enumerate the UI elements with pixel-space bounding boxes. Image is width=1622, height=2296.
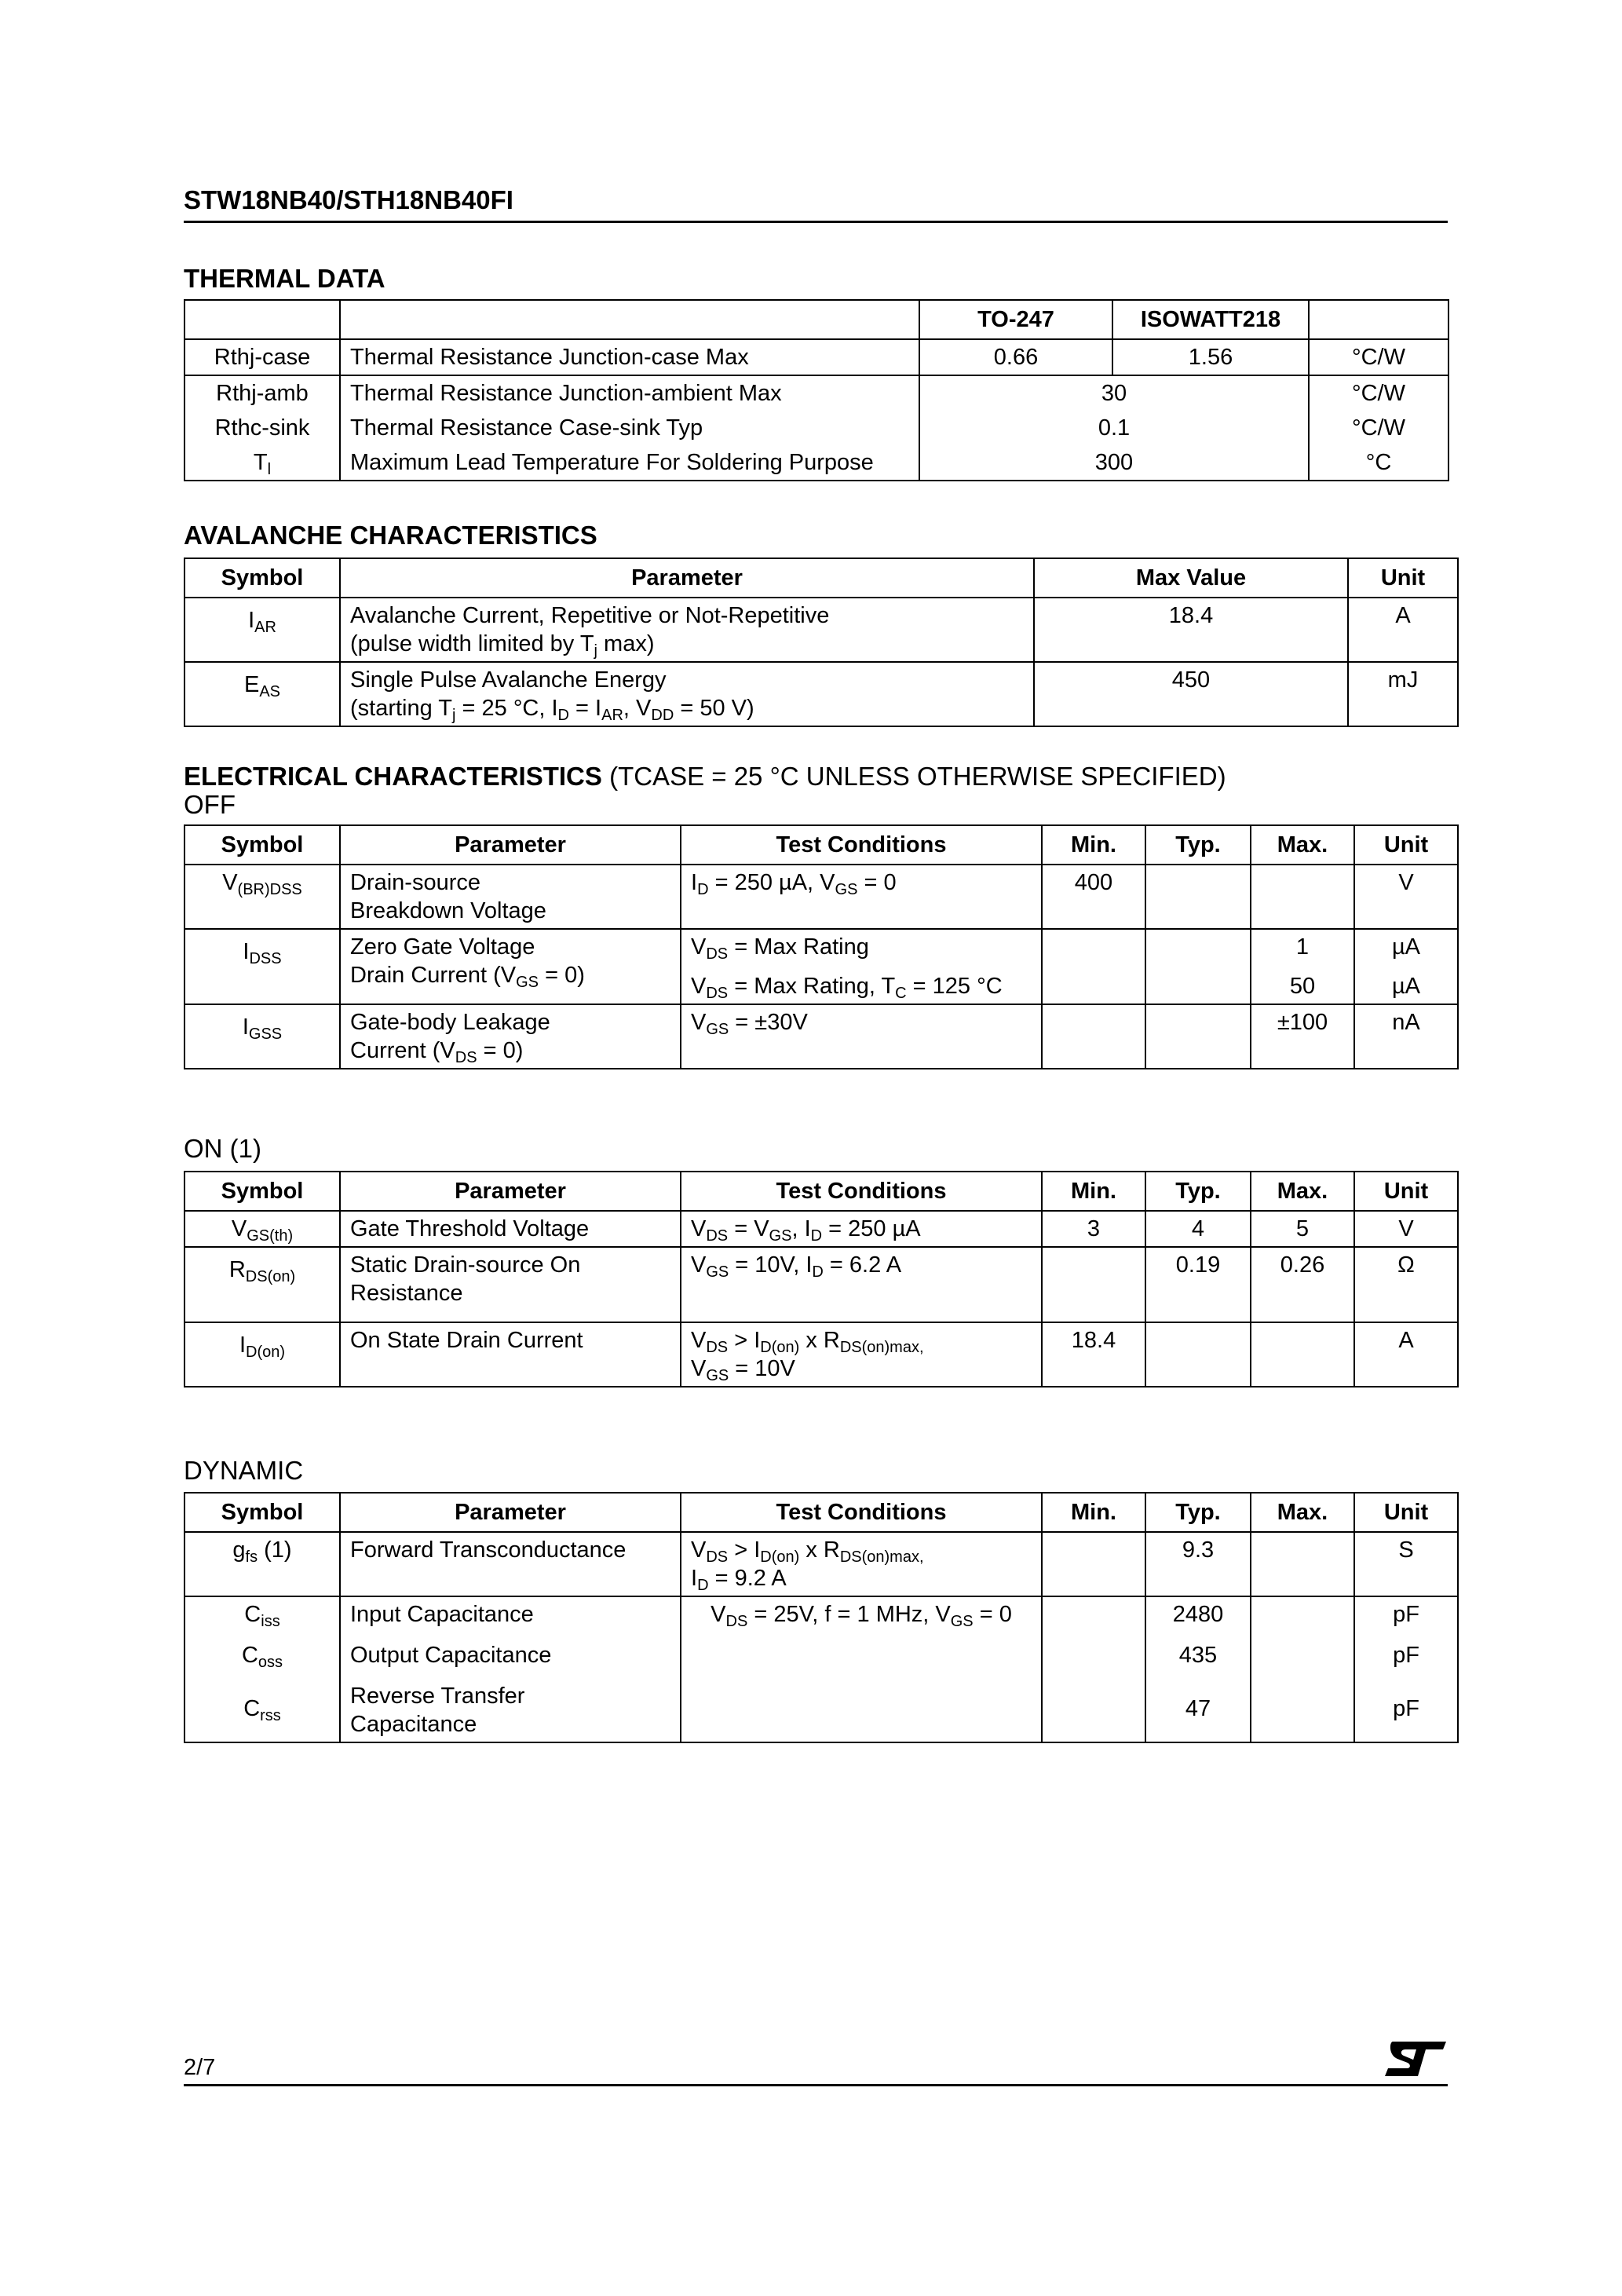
column-header-unit: Unit [1354, 1493, 1458, 1532]
min-cell: 3 [1042, 1211, 1145, 1247]
off-section-title: OFF [184, 790, 236, 819]
dynamic-section-title: DYNAMIC [184, 1456, 304, 1485]
empty-header-cell [340, 300, 919, 339]
test-conditions-cell: $V_{DS} = 25V$, f = 1 MHz, $V_{GS} = 0$ [681, 1596, 1042, 1742]
value-cell-isowatt218: 1.56 [1112, 339, 1309, 375]
unit-cell: °C/W [1309, 339, 1448, 375]
max-cell [1251, 1322, 1354, 1387]
parameter-cell: Maximum Lead Temperature For Soldering Purpose [340, 445, 919, 481]
symbol-cell: Rthc-sink [184, 411, 340, 445]
symbol-cell: $T_l$ [184, 445, 340, 481]
min-cell [1042, 1247, 1145, 1322]
column-header-symbol: Symbol [184, 1493, 340, 1532]
column-header-typ: Typ. [1145, 825, 1251, 865]
header-divider [184, 221, 1448, 223]
typ-cell [1145, 1004, 1251, 1069]
column-header-min: Min. [1042, 1172, 1145, 1211]
value-cell: 0.1 [919, 411, 1309, 445]
column-header-symbol: Symbol [184, 558, 340, 598]
typ-cell: 2480 435 47 [1145, 1596, 1251, 1742]
parameter-cell: Gate Threshold Voltage [340, 1211, 681, 1247]
max-cell: 0.26 [1251, 1247, 1354, 1322]
symbol-cell: $V_{GS(th)}$ [184, 1211, 340, 1247]
parameter-cell: Zero Gate Voltage Drain Current $(V_{GS} = 0)$ [340, 929, 681, 1004]
test-conditions-cell: $V_{DS} = V_{GS}$, $I_D = 250$ µA [681, 1211, 1042, 1247]
symbol-cell: $C_{iss}$ $C_{oss}$ $C_{rss}$ [184, 1596, 340, 1742]
parameter-cell: On State Drain Current [340, 1322, 681, 1387]
typ-cell [1145, 865, 1251, 929]
parameter-cell: Static Drain-source On Resistance [340, 1247, 681, 1322]
table-header-row [184, 558, 1458, 598]
column-header-test-conditions: Test Conditions [681, 1493, 1042, 1532]
table-row [184, 445, 1448, 481]
symbol-cell: $I_{D(on)}$ [184, 1322, 340, 1387]
symbol-cell: Rthj-amb [184, 375, 340, 411]
test-conditions-cell: $V_{GS} = 10V$, $I_D = 6.2$ A [681, 1247, 1042, 1322]
table-header-row [184, 1493, 1458, 1532]
typ-cell [1145, 929, 1251, 1004]
unit-cell: mJ [1348, 662, 1458, 726]
min-cell [1042, 1004, 1145, 1069]
parameter-cell: Forward Transconductance [340, 1532, 681, 1596]
table-header-row [184, 825, 1458, 865]
symbol-cell: $V_{(BR)DSS}$ [184, 865, 340, 929]
max-value-cell: 450 [1034, 662, 1348, 726]
table-row [184, 1004, 1458, 1069]
table-row [184, 865, 1458, 929]
thermal-data-table [184, 299, 1449, 481]
column-header-parameter: Parameter [340, 1493, 681, 1532]
table-row [184, 929, 1458, 1004]
column-header-to247: TO-247 [919, 300, 1112, 339]
symbol-cell: $I_{AR}$ [184, 598, 340, 662]
value-cell: 30 [919, 375, 1309, 411]
max-cell [1251, 1596, 1354, 1742]
column-header-max-value: Max Value [1034, 558, 1348, 598]
max-cell: 1 50 [1251, 929, 1354, 1004]
logo-text: ST [1382, 2038, 1383, 2039]
min-cell: 18.4 [1042, 1322, 1145, 1387]
typ-cell: 4 [1145, 1211, 1251, 1247]
parameter-cell: Thermal Resistance Case-sink Typ [340, 411, 919, 445]
table-row [184, 1211, 1458, 1247]
typ-cell: 0.19 [1145, 1247, 1251, 1322]
column-header-parameter: Parameter [340, 825, 681, 865]
unit-cell: A [1354, 1322, 1458, 1387]
table-header-row [184, 300, 1448, 339]
column-header-max: Max. [1251, 1172, 1354, 1211]
unit-cell: °C/W [1309, 375, 1448, 411]
table-row [184, 375, 1448, 411]
column-header-typ: Typ. [1145, 1172, 1251, 1211]
max-cell: 5 [1251, 1211, 1354, 1247]
column-header-symbol: Symbol [184, 825, 340, 865]
test-conditions-cell: $V_{GS} = \pm 30V$ [681, 1004, 1042, 1069]
unit-cell: µA µA [1354, 929, 1458, 1004]
test-conditions-cell: $V_{DS} > I_{D(on)}$ x $R_{DS(on)max,}$ $V_{GS} = 10V$ [681, 1322, 1042, 1387]
page-number: 2/7 [184, 2055, 216, 2080]
symbol-cell: $I_{DSS}$ [184, 929, 340, 1004]
max-cell: ±100 [1251, 1004, 1354, 1069]
table-row [184, 411, 1448, 445]
document-title: STW18NB40/STH18NB40FI [184, 185, 513, 214]
thermal-data-title: THERMAL DATA [184, 264, 385, 293]
column-header-max: Max. [1251, 1493, 1354, 1532]
table-row [184, 1596, 1458, 1742]
unit-cell: Ω [1354, 1247, 1458, 1322]
typ-cell [1145, 1322, 1251, 1387]
st-logo-icon [1382, 2038, 1448, 2079]
max-cell [1251, 865, 1354, 929]
table-row [184, 1322, 1458, 1387]
test-conditions-cell: $V_{DS} > I_{D(on)}$ x $R_{DS(on)max,}$ $I_D = 9.2$ A [681, 1532, 1042, 1596]
value-cell: 300 [919, 445, 1309, 481]
column-header-test-conditions: Test Conditions [681, 825, 1042, 865]
max-cell [1251, 1532, 1354, 1596]
symbol-cell: $g_{fs}$ (1) [184, 1532, 340, 1596]
empty-header-cell [184, 300, 340, 339]
footer-divider [184, 2084, 1448, 2086]
parameter-cell: Drain-source Breakdown Voltage [340, 865, 681, 929]
column-header-min: Min. [1042, 1493, 1145, 1532]
table-row [184, 598, 1458, 662]
max-value-cell: 18.4 [1034, 598, 1348, 662]
unit-cell: nA [1354, 1004, 1458, 1069]
table-header-row [184, 1172, 1458, 1211]
column-header-parameter: Parameter [340, 1172, 681, 1211]
unit-cell: °C [1309, 445, 1448, 481]
column-header-unit: Unit [1354, 1172, 1458, 1211]
unit-cell: V [1354, 865, 1458, 929]
parameter-cell: Single Pulse Avalanche Energy (starting $T_j = 25$ °C, $I_D = I_{AR}$, $V_{DD} = 50$ V) [340, 662, 1034, 726]
unit-cell: pF pF pF [1354, 1596, 1458, 1742]
table-row [184, 1247, 1458, 1322]
avalanche-title: AVALANCHE CHARACTERISTICS [184, 521, 597, 550]
parameter-cell: Thermal Resistance Junction-ambient Max [340, 375, 919, 411]
on-section-title: ON (1) [184, 1134, 261, 1163]
electrical-characteristics-title: ELECTRICAL CHARACTERISTICS (TCASE = 25 °C UNLESS OTHERWISE SPECIFIED) [184, 762, 1226, 791]
unit-cell: °C/W [1309, 411, 1448, 445]
parameter-cell: Gate-body Leakage Current $(V_{DS} = 0)$ [340, 1004, 681, 1069]
typ-cell: 9.3 [1145, 1532, 1251, 1596]
value-cell-to247: 0.66 [919, 339, 1112, 375]
symbol-cell: $E_{AS}$ [184, 662, 340, 726]
symbol-cell: $R_{DS(on)}$ [184, 1247, 340, 1322]
column-header-min: Min. [1042, 825, 1145, 865]
unit-cell: A [1348, 598, 1458, 662]
parameter-cell: Avalanche Current, Repetitive or Not-Repetitive (pulse width limited by $T_j$ max) [340, 598, 1034, 662]
on-characteristics-table [184, 1171, 1459, 1387]
unit-cell: S [1354, 1532, 1458, 1596]
min-cell [1042, 1596, 1145, 1742]
column-header-max: Max. [1251, 825, 1354, 865]
empty-header-cell [1309, 300, 1448, 339]
column-header-parameter: Parameter [340, 558, 1034, 598]
table-row [184, 662, 1458, 726]
dynamic-characteristics-table [184, 1492, 1459, 1743]
table-row [184, 339, 1448, 375]
column-header-isowatt218: ISOWATT218 [1112, 300, 1309, 339]
parameter-cell: Input Capacitance Output Capacitance Reverse Transfer Capacitance [340, 1596, 681, 1742]
parameter-cell: Thermal Resistance Junction-case Max [340, 339, 919, 375]
symbol-cell: Rthj-case [184, 339, 340, 375]
column-header-typ: Typ. [1145, 1493, 1251, 1532]
test-conditions-cell: $I_D = 250$ µA, $V_{GS} = 0$ [681, 865, 1042, 929]
test-conditions-cell: $V_{DS}$ = Max Rating $V_{DS}$ = Max Rating, $T_C = 125$ °C [681, 929, 1042, 1004]
symbol-cell: $I_{GSS}$ [184, 1004, 340, 1069]
column-header-test-conditions: Test Conditions [681, 1172, 1042, 1211]
off-characteristics-table [184, 824, 1459, 1069]
min-cell: 400 [1042, 865, 1145, 929]
table-row [184, 1532, 1458, 1596]
min-cell [1042, 1532, 1145, 1596]
unit-cell: V [1354, 1211, 1458, 1247]
column-header-unit: Unit [1348, 558, 1458, 598]
min-cell [1042, 929, 1145, 1004]
column-header-symbol: Symbol [184, 1172, 340, 1211]
column-header-unit: Unit [1354, 825, 1458, 865]
avalanche-table [184, 558, 1459, 727]
